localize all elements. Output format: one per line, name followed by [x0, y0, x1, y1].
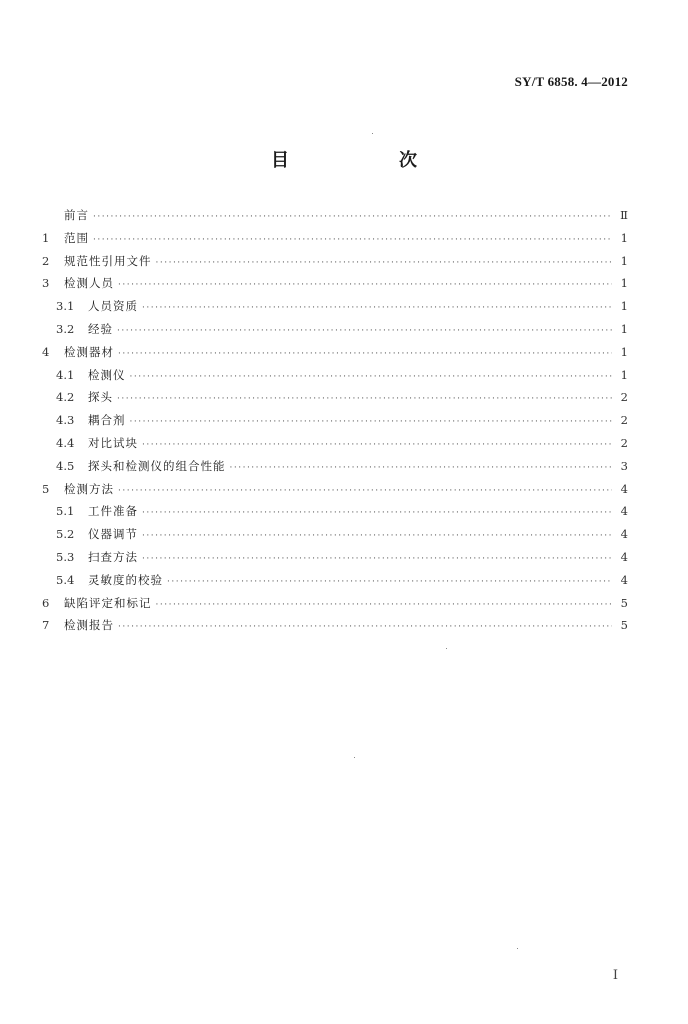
toc-entry-number: 5.4 [56, 572, 75, 587]
toc-entry-label: 耦合剂 [88, 413, 126, 428]
toc-entry-page: 5 [620, 595, 628, 610]
toc-entry-label: 检测器材 [64, 344, 114, 359]
toc-entry-page: 2 [620, 435, 628, 450]
toc-dot-leader [130, 366, 613, 389]
toc-entry-number: 3.2 [56, 321, 75, 336]
toc-entry-page: 1 [620, 367, 628, 382]
toc-entry-label: 灵敏度的校验 [88, 572, 163, 587]
toc-dot-leader [118, 274, 612, 297]
table-of-contents [42, 204, 628, 637]
toc-dot-leader [117, 388, 612, 411]
toc-entry-page: 5 [620, 618, 628, 633]
toc-dot-leader [118, 480, 612, 503]
toc-dot-leader [93, 206, 612, 229]
toc-dot-leader [156, 252, 613, 275]
toc-dot-leader [142, 434, 612, 457]
toc-entry-number: 4 [42, 344, 50, 359]
toc-entry-page: 4 [620, 504, 628, 519]
toc-entry-label: 探头 [88, 390, 113, 405]
toc-entry [42, 592, 628, 615]
toc-entry-page: 4 [620, 572, 628, 587]
toc-entry-number: 7 [42, 618, 50, 633]
toc-entry [42, 386, 628, 409]
toc-entry-label: 缺陷评定和标记 [64, 595, 152, 610]
toc-dot-leader [130, 411, 613, 434]
scan-speck [354, 757, 355, 758]
toc-entry-number: 4.1 [56, 367, 75, 382]
toc-entry [42, 409, 628, 432]
toc-entry-page: 4 [620, 481, 628, 496]
toc-entry-number: 4.3 [56, 413, 75, 428]
toc-entry-page: 4 [620, 549, 628, 564]
toc-entry-label: 规范性引用文件 [64, 253, 152, 268]
toc-entry [42, 318, 628, 341]
toc-entry [42, 569, 628, 592]
toc-dot-leader [93, 229, 612, 252]
toc-entry-number: 2 [42, 253, 50, 268]
toc-entry-page: 3 [620, 458, 628, 473]
toc-entry-label: 仪器调节 [88, 527, 138, 542]
toc-entry [42, 614, 628, 637]
toc-entry-number: 4.4 [56, 435, 75, 450]
scan-speck [517, 948, 518, 949]
toc-entry-label: 检测报告 [64, 618, 114, 633]
toc-entry-number: 3.1 [56, 299, 75, 314]
toc-entry-label: 范围 [64, 230, 89, 245]
toc-entry-label: 扫查方法 [88, 549, 138, 564]
toc-entry-page: 4 [620, 527, 628, 542]
toc-entry-label: 前言 [64, 208, 89, 222]
toc-dot-leader [118, 343, 612, 366]
toc-entry-label: 人员资质 [88, 299, 138, 314]
standard-code: SY/T 6858. 4—2012 [514, 74, 628, 89]
toc-entry [42, 500, 628, 523]
toc-entry-number: 6 [42, 595, 50, 610]
toc-entry [42, 227, 628, 250]
toc-dot-leader [156, 594, 613, 617]
toc-entry-number: 5 [42, 481, 50, 496]
toc-entry-label: 检测人员 [64, 276, 114, 291]
toc-dot-leader [167, 571, 612, 594]
toc-entry-page: 1 [620, 299, 628, 314]
toc-entry-number: 5.3 [56, 549, 75, 564]
toc-entry [42, 204, 628, 227]
toc-dot-leader [118, 616, 612, 639]
toc-dot-leader [142, 525, 612, 548]
toc-entry-page: 1 [620, 344, 628, 359]
toc-entry [42, 523, 628, 546]
toc-entry-number: 4.2 [56, 390, 75, 405]
toc-entry-number: 3 [42, 276, 50, 291]
toc-entry-label: 探头和检测仪的组合性能 [88, 458, 226, 473]
toc-entry [42, 272, 628, 295]
toc-dot-leader [142, 548, 612, 571]
toc-entry-label: 检测方法 [64, 481, 114, 496]
toc-entry-label: 对比试块 [88, 435, 138, 450]
toc-entry-label: 工件准备 [88, 504, 138, 519]
toc-entry [42, 432, 628, 455]
toc-dot-leader [142, 502, 612, 525]
toc-entry-page: 1 [620, 321, 628, 336]
toc-dot-leader [117, 320, 612, 343]
toc-entry-page: 1 [620, 230, 628, 245]
toc-entry [42, 341, 628, 364]
toc-dot-leader [142, 297, 612, 320]
toc-entry [42, 546, 628, 569]
toc-entry [42, 250, 628, 273]
toc-entry [42, 455, 628, 478]
toc-dot-leader [230, 457, 613, 480]
toc-entry-page: 2 [620, 390, 628, 405]
toc-entry-page: 2 [620, 413, 628, 428]
toc-entry [42, 478, 628, 501]
toc-entry-label: 检测仪 [88, 367, 126, 382]
toc-entry-label: 经验 [88, 321, 113, 336]
page-number: I [612, 968, 618, 983]
toc-entry-number: 1 [42, 230, 50, 245]
toc-entry-page: Ⅱ [620, 208, 628, 222]
toc-entry-number: 4.5 [56, 458, 75, 473]
toc-title: 目 次 [271, 150, 463, 171]
toc-entry-page: 1 [620, 276, 628, 291]
toc-entry [42, 364, 628, 387]
toc-entry-number: 5.1 [56, 504, 75, 519]
scan-speck [446, 648, 447, 649]
scan-speck [372, 133, 373, 134]
toc-entry-page: 1 [620, 253, 628, 268]
toc-entry [42, 295, 628, 318]
toc-entry-number: 5.2 [56, 527, 75, 542]
